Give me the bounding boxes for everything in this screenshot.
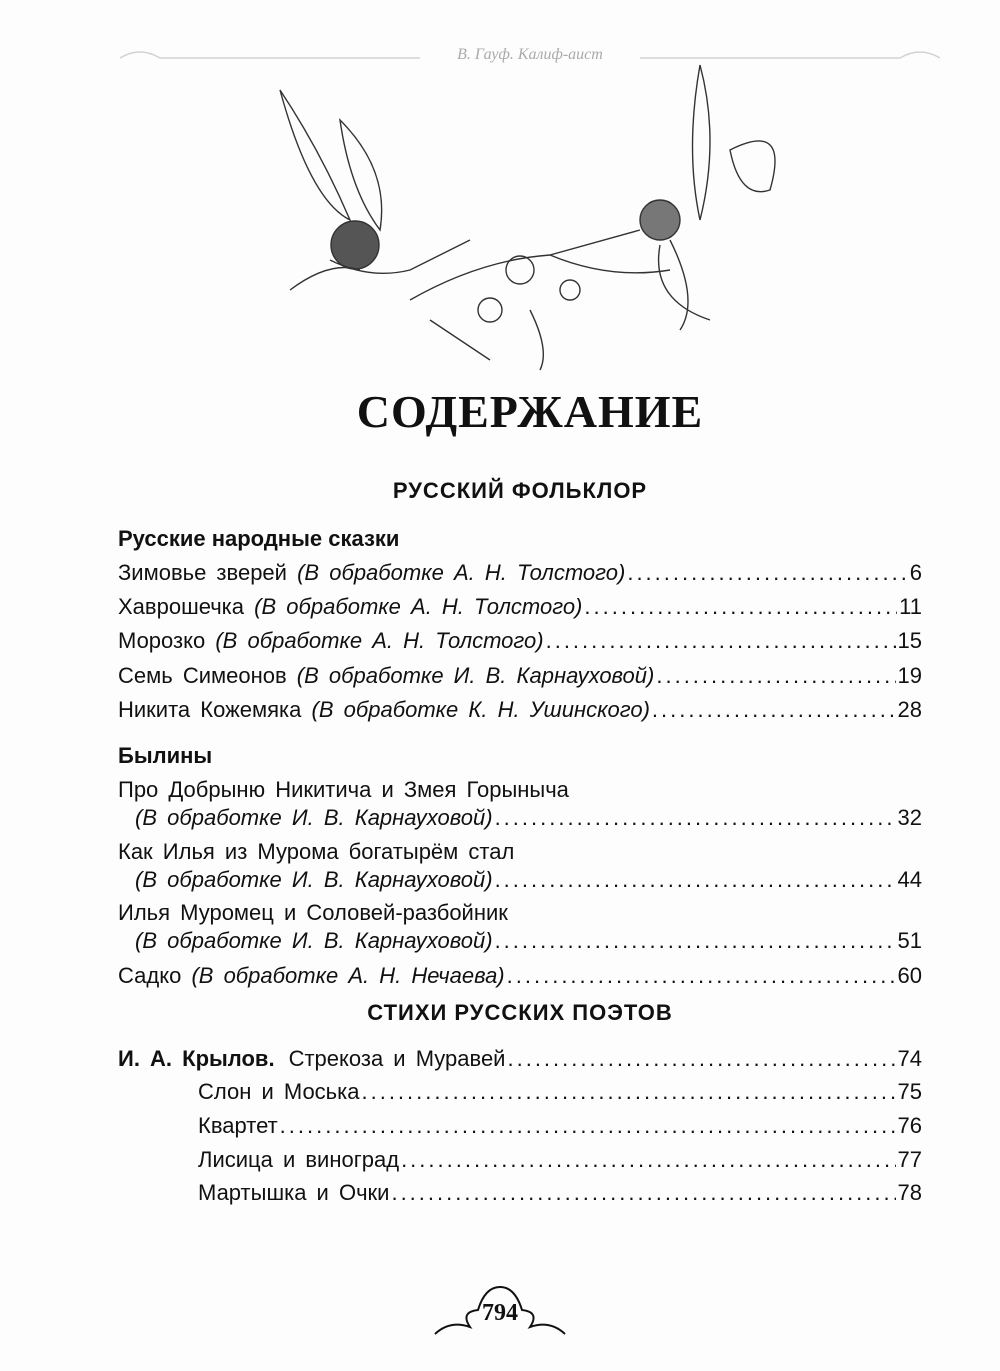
entry-page: 60 xyxy=(897,963,922,988)
entry-note: (В обработке И. В. Карнауховой) xyxy=(135,928,493,953)
entry-page: 28 xyxy=(897,697,922,722)
toc-entry[interactable] xyxy=(118,963,922,989)
dot-leader xyxy=(507,1046,895,1072)
entry-title: Садко xyxy=(118,963,182,988)
entry-page: 32 xyxy=(897,805,922,830)
entry-page: 77 xyxy=(897,1147,922,1172)
entry-page: 44 xyxy=(897,867,922,892)
section-heading-folklore: РУССКИЙ ФОЛЬКЛОР xyxy=(392,478,648,503)
entry-title: Мартышка и Очки xyxy=(198,1180,390,1205)
entry-page: 6 xyxy=(909,560,922,585)
entry-title[interactable]: Илья Муромец и Соловей-разбойник xyxy=(118,900,508,925)
entry-note: (В обработке А. Н. Толстого) xyxy=(254,594,583,619)
entry-title: Зимовье зверей xyxy=(118,560,287,585)
author-name: И. А. Крылов. xyxy=(118,1046,275,1071)
dot-leader xyxy=(361,1079,895,1105)
toc-entry[interactable] xyxy=(118,594,922,620)
toc-entry[interactable] xyxy=(135,805,922,831)
page-number-ornament xyxy=(430,1282,570,1342)
toc-entry[interactable] xyxy=(198,1113,922,1139)
entry-title: Стрекоза и Муравей xyxy=(288,1046,506,1071)
section-heading-poets: СТИХИ РУССКИХ ПОЭТОВ xyxy=(367,1000,673,1025)
toc-entry[interactable] xyxy=(118,663,922,689)
toc-entry[interactable] xyxy=(118,560,922,586)
entry-page: 15 xyxy=(897,628,922,653)
dot-leader xyxy=(280,1113,896,1139)
entry-title: Хаврошечка xyxy=(118,594,245,619)
entry-note: (В обработке А. Н. Толстого) xyxy=(297,560,626,585)
entry-page: 74 xyxy=(897,1046,922,1071)
dot-leader xyxy=(495,867,896,893)
entry-note: (В обработке А. Н. Толстого) xyxy=(215,628,544,653)
dot-leader xyxy=(652,697,896,723)
group-heading-tales: Русские народные сказки xyxy=(118,526,400,551)
entry-note: (В обработке К. Н. Ушинского) xyxy=(311,697,650,722)
toc-entry[interactable] xyxy=(118,628,922,654)
entry-page: 75 xyxy=(897,1079,922,1104)
toc-entry[interactable] xyxy=(135,928,922,954)
group-heading-byliny: Былины xyxy=(118,743,213,768)
entry-note: (В обработке А. Н. Нечаева) xyxy=(191,963,505,988)
dot-leader xyxy=(391,1180,895,1206)
toc-entry[interactable] xyxy=(198,1079,922,1105)
toc-entry[interactable] xyxy=(198,1147,922,1173)
dot-leader xyxy=(584,594,897,620)
entry-note: (В обработке И. В. Карнауховой) xyxy=(135,867,493,892)
entry-title: Квартет xyxy=(198,1113,278,1138)
toc-entry[interactable] xyxy=(118,1046,922,1072)
entry-page: 11 xyxy=(899,594,922,619)
entry-page: 19 xyxy=(897,663,922,688)
toc-entry[interactable] xyxy=(135,867,922,893)
entry-page: 76 xyxy=(897,1113,922,1138)
entry-page: 78 xyxy=(897,1180,922,1205)
dot-leader xyxy=(656,663,895,689)
entry-title: Никита Кожемяка xyxy=(118,697,302,722)
dot-leader xyxy=(495,928,896,954)
running-header-text: В. Гауф. Калиф-аист xyxy=(457,46,603,63)
toc-entry[interactable] xyxy=(198,1180,922,1206)
entry-title: Лисица и виноград xyxy=(198,1147,400,1172)
entry-note: (В обработке И. В. Карнауховой) xyxy=(296,663,655,688)
page-title: СОДЕРЖАНИЕ xyxy=(356,386,704,437)
entry-title: Морозко xyxy=(118,628,206,653)
entry-note: (В обработке И. В. Карнауховой) xyxy=(135,805,493,830)
fairies-illustration xyxy=(230,60,830,390)
entry-title[interactable]: Про Добрыню Никитича и Змея Горыныча xyxy=(118,777,569,802)
dot-leader xyxy=(546,628,896,654)
dot-leader xyxy=(627,560,907,586)
entry-title[interactable]: Как Илья из Мурома богатырём стал xyxy=(118,839,515,864)
toc-entry[interactable] xyxy=(118,697,922,723)
dot-leader xyxy=(401,1147,895,1173)
page-number: 794 xyxy=(482,1300,518,1326)
dot-leader xyxy=(507,963,896,989)
entry-page: 51 xyxy=(897,928,922,953)
entry-title: Слон и Моська xyxy=(198,1079,360,1104)
dot-leader xyxy=(495,805,896,831)
entry-title: Семь Симеонов xyxy=(118,663,287,688)
